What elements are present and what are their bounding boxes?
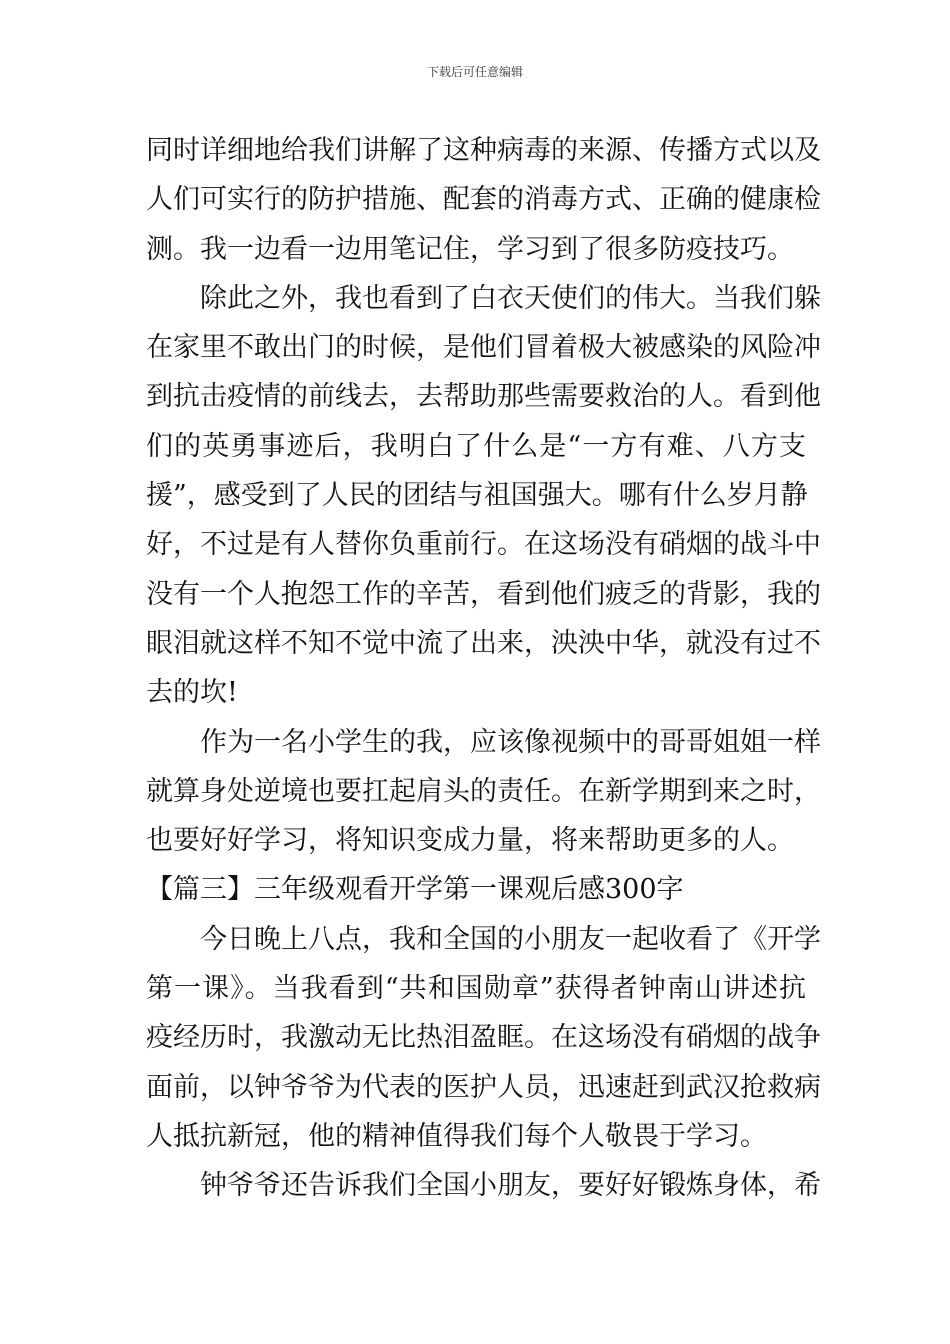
text-line: 第一课》。当我看到“共和国勋章”获得者钟南山讲述抗 xyxy=(146,973,806,1005)
text-line: 同时详细地给我们讲解了这种病毒的来源、传播方式以及 xyxy=(146,135,821,166)
text-line: 测。我一边看一边用笔记住，学习到了很多防疫技巧。 xyxy=(146,233,794,265)
text-line: 到抗击疫情的前线去，去帮助那些需要救治的人。看到他 xyxy=(146,381,821,413)
text-line: 今日晚上八点，我和全国的小朋友一起收看了《开学 xyxy=(200,923,821,955)
text-line: 也要好好学习，将知识变成力量，将来帮助更多的人。 xyxy=(146,825,794,857)
text-line: 们的英勇事迹后，我明白了什么是“一方有难、八方支 xyxy=(146,430,806,462)
text-line: 面前，以钟爷爷为代表的医护人员，迅速赶到武汉抢救病 xyxy=(146,1071,821,1103)
text-line: 好，不过是有人替你负重前行。在这场没有硝烟的战斗中 xyxy=(146,529,821,561)
section-title: 【篇三】三年级观看开学第一课观后感300字 xyxy=(146,874,684,906)
text-line: 眼泪就这样不知不觉中流了出来，泱泱中华，就没有过不 xyxy=(146,627,821,659)
text-line: 除此之外，我也看到了白衣天使们的伟大。当我们躲 xyxy=(200,282,821,314)
text-line: 人们可实行的防护措施、配套的消毒方式、正确的健康检 xyxy=(146,184,821,216)
text-line: 人抵抗新冠，他的精神值得我们每个人敬畏于学习。 xyxy=(146,1120,767,1152)
text-line: 钟爷爷还告诉我们全国小朋友，要好好锻炼身体，希 xyxy=(200,1170,821,1202)
text-line: 就算身处逆境也要扛起肩头的责任。在新学期到来之时， xyxy=(146,775,821,807)
text-line: 疫经历时，我激动无比热泪盈眶。在这场没有硝烟的战争 xyxy=(146,1022,821,1054)
page-header: 下载后可任意编辑 xyxy=(426,65,523,79)
text-line: 援”，感受到了人民的团结与祖国强大。哪有什么岁月静 xyxy=(146,480,808,512)
paragraph xyxy=(146,915,821,1161)
paragraph xyxy=(146,126,821,274)
text-line: 去的坎! xyxy=(146,677,238,709)
text-line: 在家里不敢出门的时候，是他们冒着极大被感染的风险冲 xyxy=(146,332,821,364)
paragraph xyxy=(146,274,821,718)
document-body xyxy=(146,126,821,1211)
text-line: 没有一个人抱怨工作的辛苦，看到他们疲乏的背影，我的 xyxy=(146,578,821,610)
paragraph xyxy=(146,1161,821,1210)
text-line: 作为一名小学生的我，应该像视频中的哥哥姐姐一样 xyxy=(200,726,821,758)
paragraph xyxy=(146,718,821,866)
